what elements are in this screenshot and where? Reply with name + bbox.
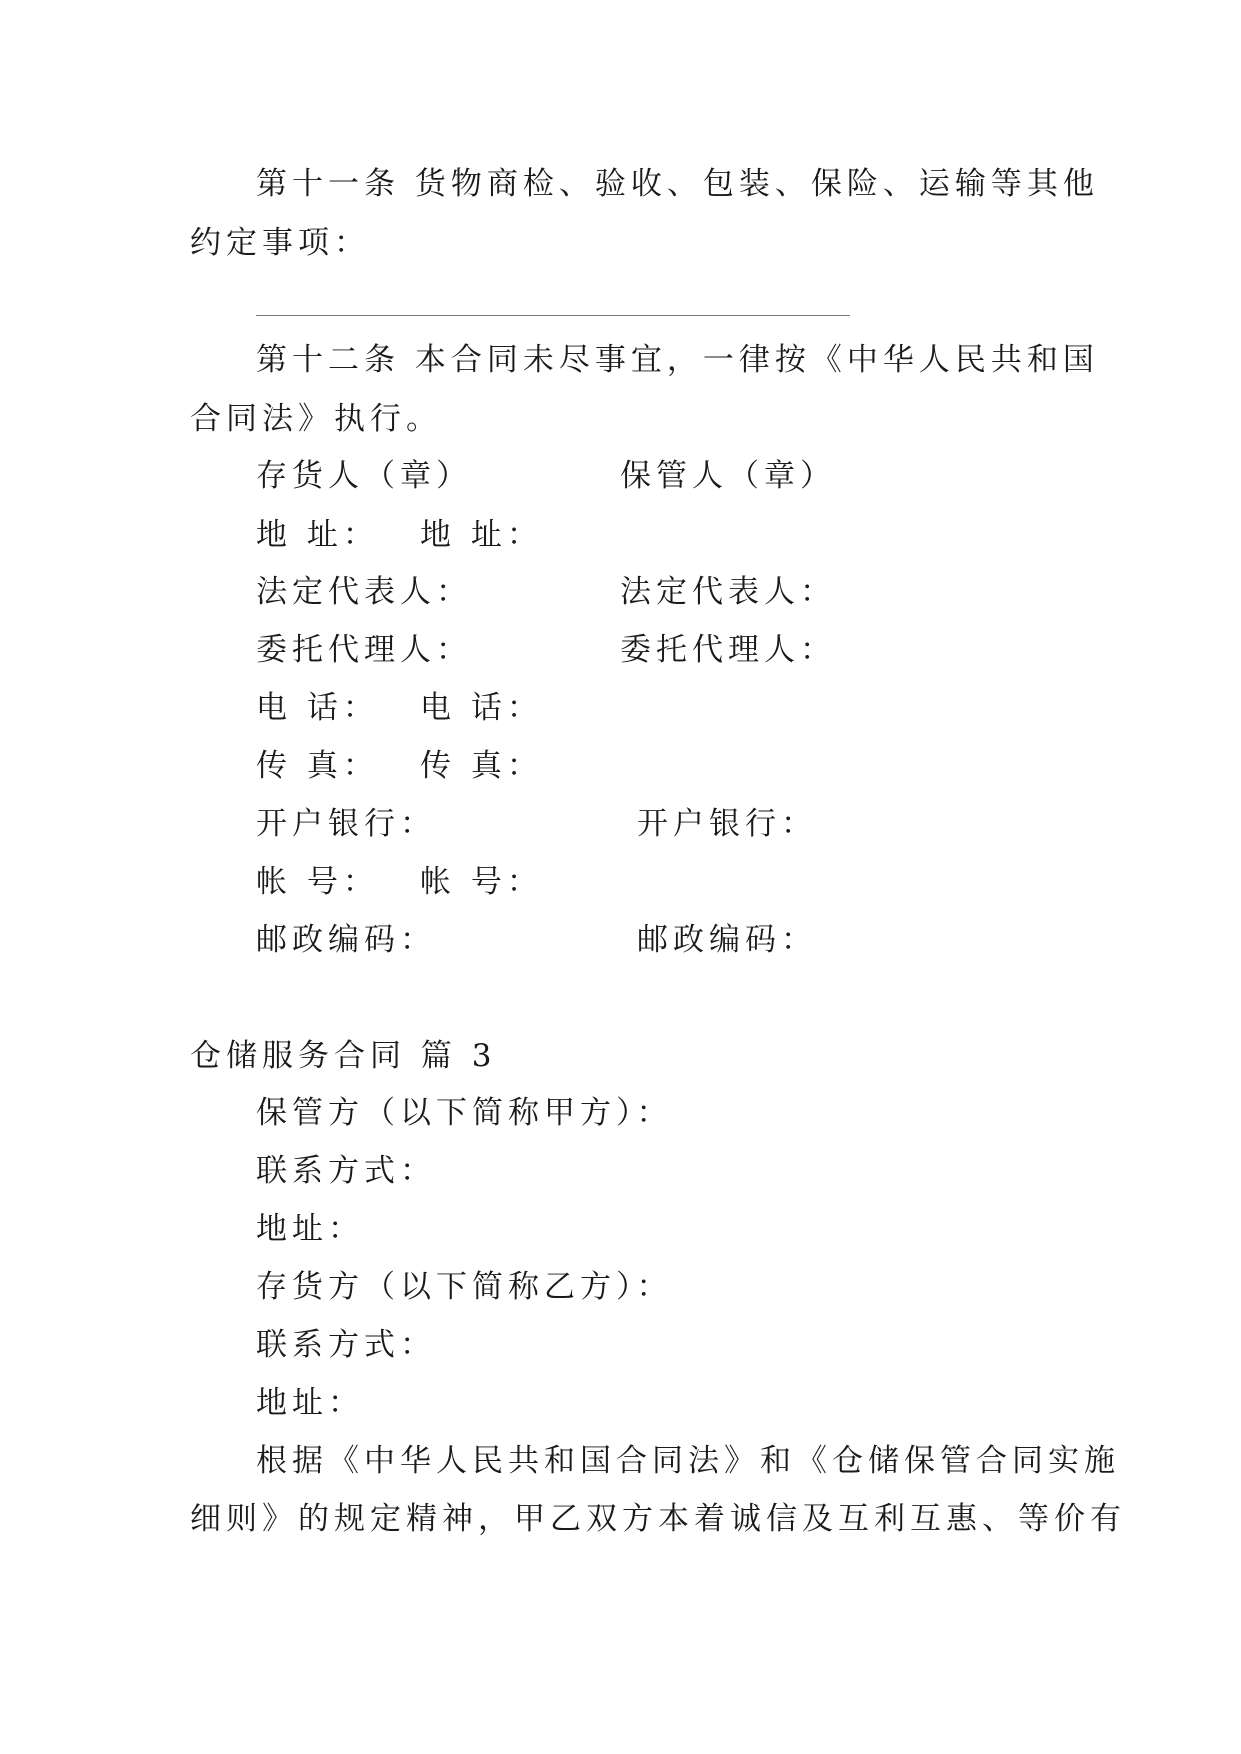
- bank-label-right: 开户银行：: [637, 806, 817, 842]
- fax-label-right: 传 真：: [420, 748, 543, 784]
- keeper-party-label: 保管方（以下简称甲方）：: [256, 1095, 673, 1131]
- fax-label-left: 传 真：: [256, 748, 379, 784]
- preamble-line-2: 细则》的规定精神，甲乙双方本着诚信及互利互惠、等价有: [190, 1501, 1126, 1537]
- keeper-contact-label: 联系方式：: [256, 1153, 436, 1189]
- depositor-party-label: 存货方（以下简称乙方）：: [256, 1269, 673, 1305]
- fill-in-blank-line: [256, 315, 850, 316]
- legal-rep-label-left: 法定代表人：: [256, 574, 472, 610]
- phone-label-left: 电 话：: [256, 690, 379, 726]
- account-label-left: 帐 号：: [256, 864, 379, 900]
- address-label-left: 地 址：: [256, 517, 379, 553]
- bank-label-left: 开户银行：: [256, 806, 436, 842]
- phone-label-right: 电 话：: [420, 690, 543, 726]
- depositor-seal-label: 存货人（章）: [256, 458, 472, 494]
- preamble-line-1: 根据《中华人民共和国合同法》和《仓储保管合同实施: [256, 1443, 1120, 1479]
- section-title: 仓储服务合同 篇 3: [190, 1038, 497, 1074]
- article-12-line-2: 合同法》执行。: [190, 401, 442, 437]
- article-11-line-2: 约定事项：: [190, 225, 370, 261]
- article-11-line-1: 第十一条 货物商检、验收、包装、保险、运输等其他: [256, 166, 1099, 202]
- account-label-right: 帐 号：: [420, 864, 543, 900]
- keeper-address-label: 地址：: [256, 1211, 364, 1247]
- article-12-line-1: 第十二条 本合同未尽事宜，一律按《中华人民共和国: [256, 342, 1099, 378]
- legal-rep-label-right: 法定代表人：: [620, 574, 836, 610]
- postcode-label-right: 邮政编码：: [637, 922, 817, 958]
- address-label-right: 地 址：: [420, 517, 543, 553]
- postcode-label-left: 邮政编码：: [256, 922, 436, 958]
- agent-label-left: 委托代理人：: [256, 632, 472, 668]
- depositor-contact-label: 联系方式：: [256, 1327, 436, 1363]
- agent-label-right: 委托代理人：: [620, 632, 836, 668]
- keeper-seal-label: 保管人（章）: [620, 458, 836, 494]
- depositor-address-label: 地址：: [256, 1385, 364, 1421]
